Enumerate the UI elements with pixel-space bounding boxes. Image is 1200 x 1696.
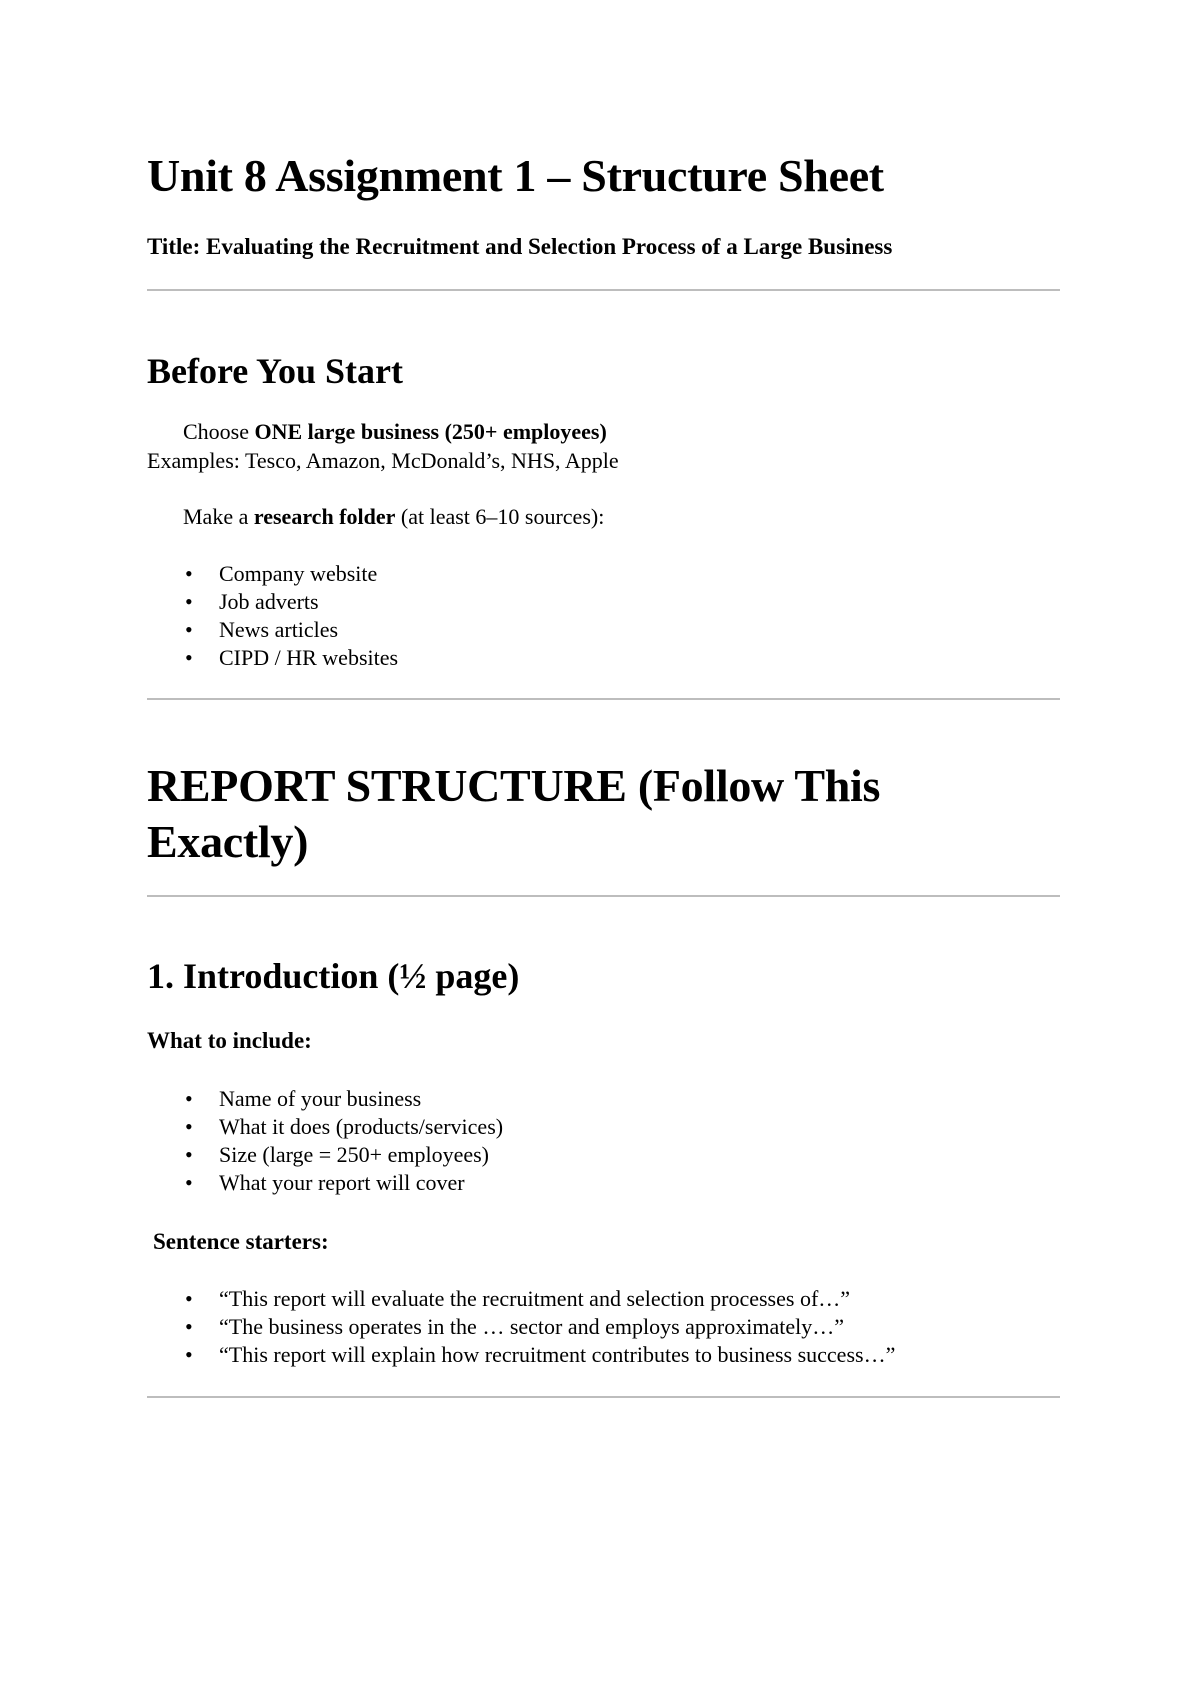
folder-prefix: Make a <box>183 504 254 529</box>
list-item-text: Size (large = 250+ employees) <box>219 1142 489 1167</box>
list-item <box>147 1141 503 1169</box>
list-item <box>147 1313 895 1341</box>
list-item-text: Job adverts <box>219 589 319 614</box>
bullet-icon: • <box>185 617 193 642</box>
bullet-icon: • <box>185 1086 193 1111</box>
bullet-icon: • <box>185 1170 193 1195</box>
list-item <box>147 1169 503 1197</box>
bullet-icon: • <box>185 1286 193 1311</box>
divider <box>147 289 1060 291</box>
list-item <box>147 1113 503 1141</box>
list-item-text: “This report will evaluate the recruitment and selection processes of…” <box>219 1286 851 1311</box>
bullet-icon: • <box>185 645 193 670</box>
list-item <box>147 1285 895 1313</box>
list-item-text: News articles <box>219 617 339 642</box>
list-item <box>147 1085 503 1113</box>
list-item-text: “This report will explain how recruitment contributes to business success…” <box>219 1342 896 1367</box>
what-to-include-label: What to include: <box>147 1028 312 1053</box>
list-item-text: “The business operates in the … sector and employs approximately…” <box>219 1314 844 1339</box>
document-subtitle: Title: Evaluating the Recruitment and Selection Process of a Large Business <box>147 234 893 259</box>
bullet-icon: • <box>185 1342 193 1367</box>
document-title: Unit 8 Assignment 1 – Structure Sheet <box>147 150 884 201</box>
list-item <box>147 616 398 644</box>
bullet-icon: • <box>185 1114 193 1139</box>
folder-emphasis: research folder <box>253 504 396 529</box>
list-item <box>147 1341 895 1369</box>
choose-emphasis: ONE large business (250+ employees) <box>254 419 607 444</box>
before-you-start-heading: Before You Start <box>147 351 403 391</box>
starters-list <box>147 1285 895 1369</box>
choose-prefix: Choose <box>183 419 255 444</box>
include-list <box>147 1085 503 1197</box>
divider <box>147 895 1060 897</box>
report-structure-heading: REPORT STRUCTURE (Follow This Exactly) <box>147 760 881 867</box>
list-item-text: Name of your business <box>219 1086 422 1111</box>
bullet-icon: • <box>185 561 193 586</box>
bullet-icon: • <box>185 1314 193 1339</box>
list-item-text: What your report will cover <box>219 1170 465 1195</box>
choose-business-line <box>183 418 607 446</box>
sentence-starters-label: Sentence starters: <box>153 1229 329 1254</box>
list-item-text: What it does (products/services) <box>219 1114 504 1139</box>
introduction-heading: 1. Introduction (½ page) <box>147 956 520 996</box>
divider <box>147 698 1060 700</box>
list-item <box>147 560 398 588</box>
research-folder-line <box>183 503 604 531</box>
bullet-icon: • <box>185 589 193 614</box>
list-item <box>147 588 398 616</box>
list-item-text: Company website <box>219 561 378 586</box>
list-item <box>147 644 398 672</box>
bullet-icon: • <box>185 1142 193 1167</box>
list-item-text: CIPD / HR websites <box>219 645 399 670</box>
sources-list <box>147 560 398 672</box>
folder-suffix: (at least 6–10 sources): <box>395 504 605 529</box>
divider <box>147 1396 1060 1398</box>
examples-line: Examples: Tesco, Amazon, McDonald’s, NHS, Apple <box>147 448 619 473</box>
